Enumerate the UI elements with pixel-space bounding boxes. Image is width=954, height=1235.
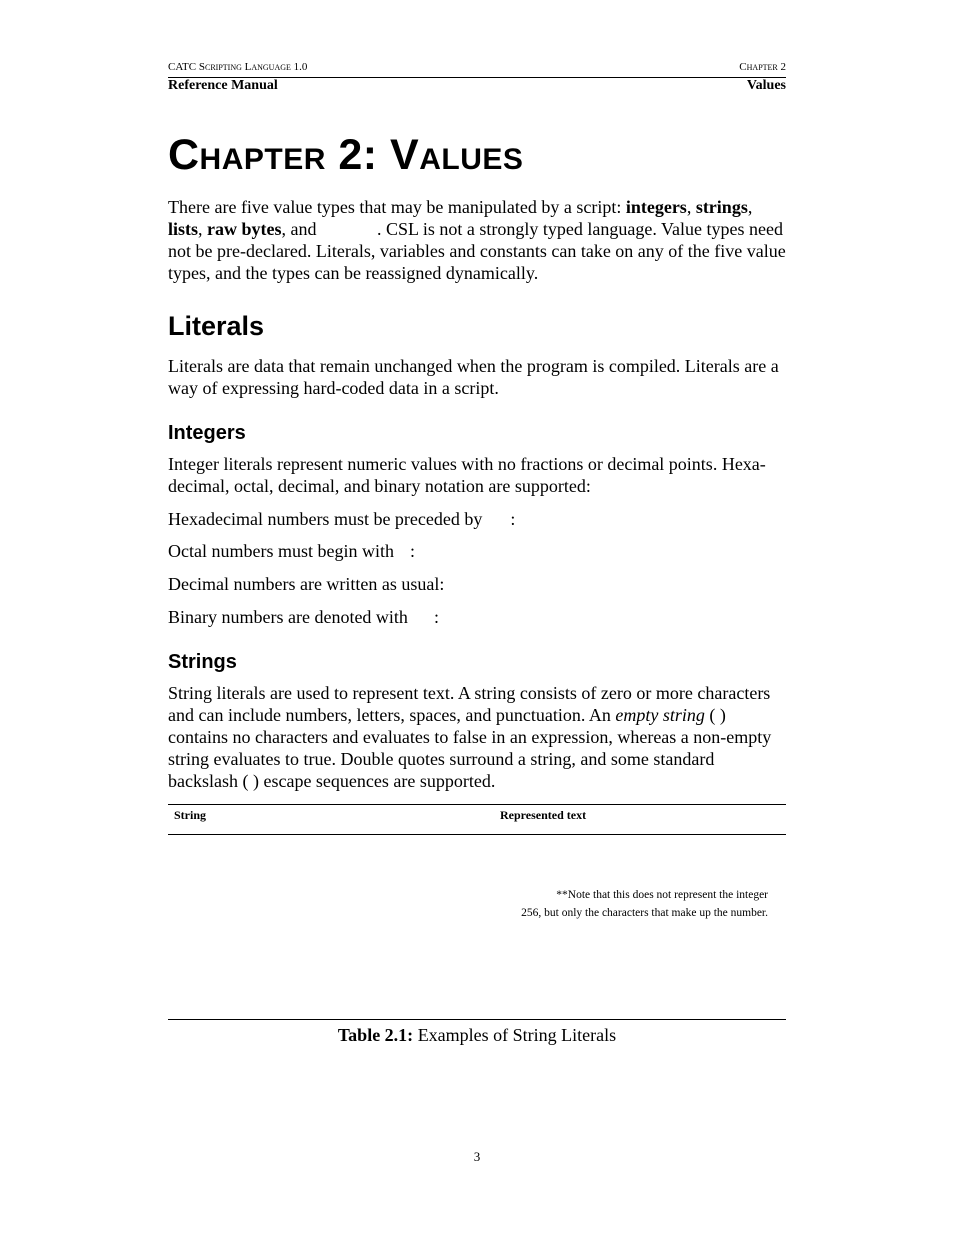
literals-paragraph: Literals are data that remain unchanged when the program is compiled. Literals are a way of expressing hard-coded data in a script.	[168, 356, 779, 398]
table-bottom-rule	[168, 1019, 786, 1020]
table-header-rule	[168, 834, 786, 835]
running-header-bottom	[168, 77, 786, 94]
intro-text-6: . CSL is not a strongly typed language. Value types need not be pre-declared. Literals, variables and constants can take on any of the five value types, and the types can be reassigned dynamically.	[168, 219, 786, 283]
strings-heading: Strings	[168, 651, 237, 673]
strings-paragraph	[168, 682, 788, 792]
octal-line	[168, 540, 788, 562]
intro-text-4: ,	[198, 219, 208, 239]
intro-text-2: ,	[686, 197, 696, 217]
table-caption-label: Table 2.1:	[337, 1025, 414, 1045]
chapter-title: Chapter 2: Values	[168, 131, 524, 179]
hex-line	[168, 508, 788, 530]
table-note-line-2: 256, but only the characters that make up the number.	[521, 907, 768, 919]
table-note	[500, 886, 768, 922]
table-header-string: String	[174, 808, 207, 822]
intro-strings: strings	[695, 197, 748, 217]
intro-raw-bytes: raw bytes	[207, 219, 282, 239]
table-caption-text: Examples of String Literals	[413, 1025, 617, 1045]
intro-integers: integers	[625, 197, 687, 217]
binary-line	[168, 606, 788, 628]
strings-empty-string: empty string	[615, 705, 705, 725]
hex-colon: :	[510, 509, 516, 529]
intro-text-5: , and	[281, 219, 322, 239]
header-manual-title: CATC Scripting Language 1.0	[168, 61, 308, 73]
strings-text-1: String literals are used to represent text. A string consists of zero or more characters and can include numbers, letters, spaces, and punctuation. An	[168, 683, 771, 725]
intro-text-1: There are five value types that may be manipulated by a script:	[168, 197, 626, 217]
binary-colon: :	[433, 607, 439, 627]
literals-heading: Literals	[168, 311, 265, 341]
running-header-top	[168, 61, 786, 75]
octal-text: Octal numbers must begin with	[168, 541, 394, 561]
intro-text-3: ,	[747, 197, 753, 217]
table-top-rule	[168, 804, 786, 805]
strings-text-2: ( ) contains no characters and evaluates to false in an expression, whereas a non-empty string evaluates to true. Double quotes surround a string, and some standard backslash ( ) escape sequences are supported.	[168, 705, 772, 791]
header-reference-manual: Reference Manual	[168, 78, 278, 93]
page-number: 3	[473, 1149, 481, 1164]
integers-paragraph: Integer literals represent numeric values with no fractions or decimal points. Hexa-decimal, octal, decimal, and binary notation are supported:	[168, 454, 766, 496]
table-note-line-1: **Note that this does not represent the integer	[556, 889, 768, 901]
table-caption	[168, 1024, 786, 1046]
table-header-represented-text: Represented text	[500, 808, 587, 822]
header-chapter: Chapter 2	[739, 61, 786, 73]
octal-colon: :	[409, 541, 415, 561]
decimal-line: Decimal numbers are written as usual:	[168, 574, 445, 594]
intro-lists: lists	[168, 219, 199, 239]
intro-paragraph	[168, 196, 788, 284]
binary-text: Binary numbers are denoted with	[168, 607, 408, 627]
hex-text: Hexadecimal numbers must be preceded by	[168, 509, 483, 529]
integers-heading: Integers	[168, 422, 246, 444]
header-section: Values	[746, 78, 786, 93]
